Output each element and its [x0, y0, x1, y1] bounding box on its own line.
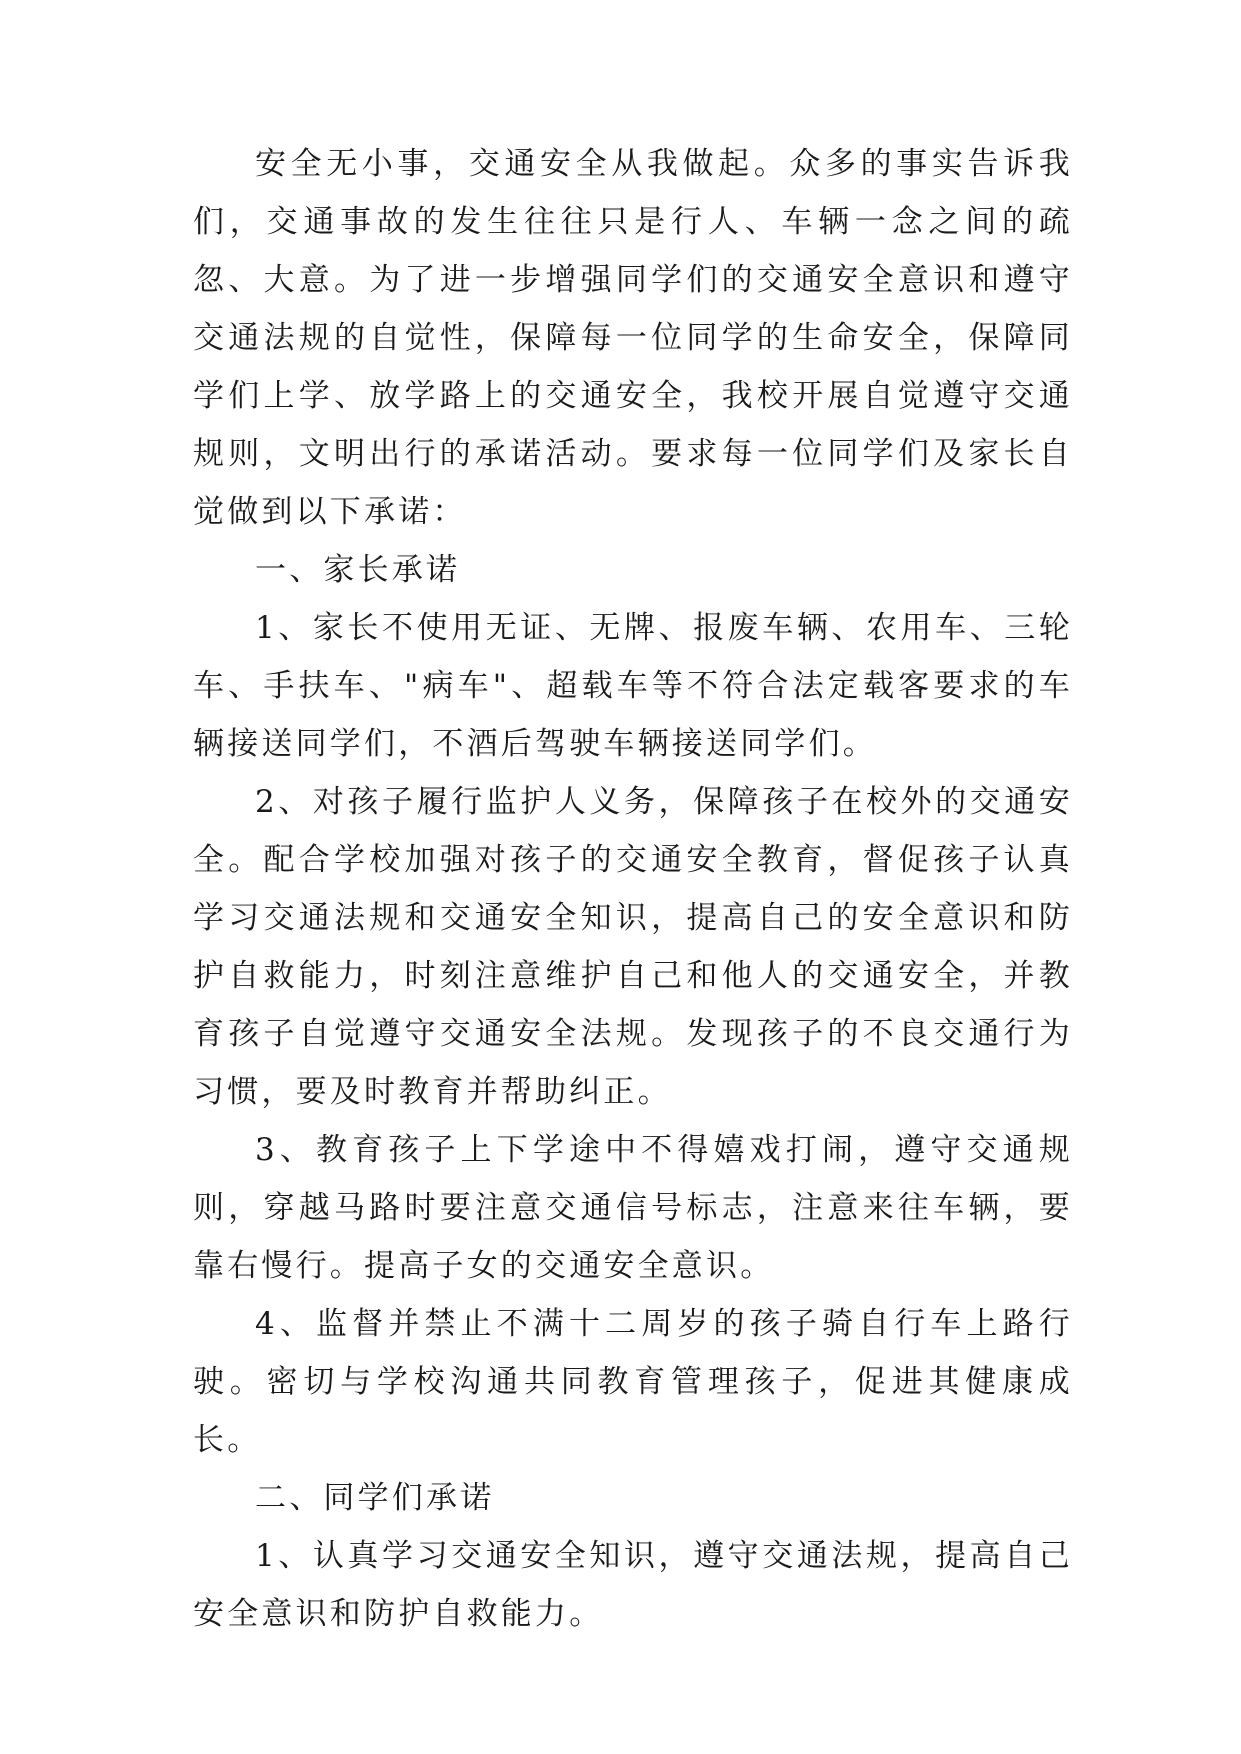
section-heading-students: 二、同学们承诺: [255, 1480, 495, 1516]
student-pledge-1: 1、认真学习交通安全知识，遵守交通法规，提高自己安全意识和防护自救能力。: [193, 1538, 1073, 1632]
intro-paragraph: 安全无小事，交通安全从我做起。众多的事实告诉我们，交通事故的发生往往只是行人、车辆一念之间的疏忽、大意。为了进一步增强同学们的交通安全意识和遵守交通法规的自觉性，保障每一位同学的生命安全，保障同学们上学、放学路上的交通安全，我校开展自觉遵守交通规则，文明出行的承诺活动。要求每一位同学们及家长自觉做到以下承诺：: [193, 146, 1073, 530]
document-body: [193, 135, 1073, 1643]
parent-pledge-2: 2、对孩子履行监护人义务，保障孩子在校外的交通安全。配合学校加强对孩子的交通安全教育，督促孩子认真学习交通法规和交通安全知识，提高自己的安全意识和防护自救能力，时刻注意维护自己和他人的交通安全，并教育孩子自觉遵守交通安全法规。发现孩子的不良交通行为习惯，要及时教育并帮助纠正。: [193, 784, 1073, 1110]
section-heading-parents: 一、家长承诺: [255, 552, 461, 588]
parent-pledge-4: 4、监督并禁止不满十二周岁的孩子骑自行车上路行驶。密切与学校沟通共同教育管理孩子，促进其健康成长。: [193, 1306, 1073, 1458]
parent-pledge-3: 3、教育孩子上下学途中不得嬉戏打闹，遵守交通规则，穿越马路时要注意交通信号标志，注意来往车辆，要靠右慢行。提高子女的交通安全意识。: [193, 1132, 1073, 1284]
parent-pledge-1: 1、家长不使用无证、无牌、报废车辆、农用车、三轮车、手扶车、"病车"、超载车等不符合法定载客要求的车辆接送同学们，不酒后驾驶车辆接送同学们。: [193, 610, 1073, 762]
